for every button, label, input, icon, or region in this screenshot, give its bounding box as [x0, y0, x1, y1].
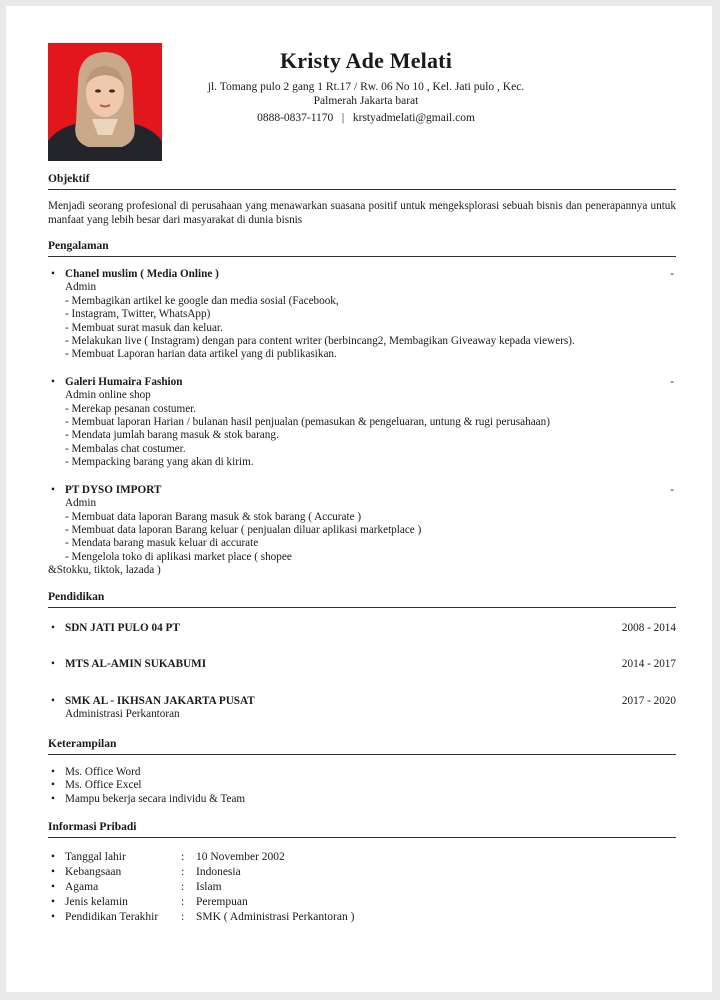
experience-item-heading [48, 268, 676, 281]
skill-item [48, 793, 676, 806]
company-name: Galeri Humaira Fashion [65, 375, 183, 388]
education-item [48, 695, 676, 722]
bullet: • [51, 881, 56, 893]
personal-info-row [48, 895, 676, 910]
skill-label: Mampu bekerja secara individu & Team [65, 792, 246, 805]
info-colon: : [181, 851, 185, 863]
school-name: MTS AL-AMIN SUKABUMI [65, 658, 207, 671]
date-placeholder: - [670, 375, 674, 388]
job-duty: - Membagikan artikel ke google dan media sosial (Facebook, [65, 294, 339, 307]
job-duty: - Instagram, Twitter, WhatsApp) [65, 308, 211, 321]
personal-info-row [48, 910, 676, 925]
contact-line [176, 111, 556, 125]
bullet: • [51, 866, 56, 878]
info-colon: : [181, 881, 185, 893]
bullet: • [51, 694, 55, 707]
info-value: 10 November 2002 [196, 851, 285, 863]
school-name: SDN JATI PULO 04 PT [65, 622, 180, 634]
bullet: • [51, 658, 55, 671]
section-title-experience: Pengalaman [48, 239, 676, 257]
address [176, 80, 556, 108]
personal-info-row [48, 850, 676, 865]
job-duty: &Stokku, tiktok, lazada ) [48, 564, 161, 577]
experience-item-heading [48, 376, 676, 389]
school-major: Administrasi Perkantoran [65, 708, 180, 721]
education-years: 2014 - 2017 [621, 658, 676, 671]
section-title-skills: Keterampilan [48, 737, 676, 755]
bullet: • [51, 911, 56, 923]
date-placeholder: - [670, 483, 674, 496]
objective-text: Menjadi seorang profesional di perusahaan yang menawarkan suasana positif untuk mengeksplorasi sebuah bisnis dan penerapannya untuk manfaat yang lebih besar dari masyarakat di dunia bisnis [48, 200, 676, 226]
bullet: • [51, 766, 55, 778]
personal-info-list [48, 850, 676, 930]
job-role: Admin [65, 281, 97, 294]
info-value: Islam [196, 881, 222, 893]
info-value: Perempuan [196, 896, 248, 908]
company-name: Chanel muslim ( Media Online ) [65, 268, 219, 280]
job-duty: - Membuat data laporan Barang masuk & stok barang ( Accurate ) [65, 510, 362, 523]
address-line-2: Palmerah Jakarta barat [313, 95, 419, 107]
job-duty: - Mendata barang masuk keluar di accurate [65, 537, 259, 550]
info-colon: : [181, 866, 185, 878]
skill-item [48, 766, 676, 779]
job-duty: - Membuat surat masuk dan keluar. [65, 321, 223, 334]
job-role: Admin [65, 497, 97, 510]
skills-list [48, 766, 676, 806]
education-years: 2017 - 2020 [621, 694, 676, 707]
job-duty: - Mempacking barang yang akan di kirim. [65, 456, 254, 469]
job-role: Admin online shop [65, 389, 151, 402]
bullet: • [51, 779, 55, 792]
job-duty: - Membalas chat costumer. [65, 442, 186, 455]
info-colon: : [181, 896, 185, 908]
personal-info-row [48, 880, 676, 895]
resume-page [6, 6, 712, 992]
info-label: Jenis kelamin [65, 896, 128, 908]
full-name: Kristy Ade Melati [279, 48, 453, 73]
section-title-education: Pendidikan [48, 590, 676, 608]
info-value: Indonesia [196, 866, 241, 878]
job-duty: - Membuat laporan Harian / bulanan hasil penjualan (pemasukan & pengeluaran, untung & rugi perusahaan) [65, 416, 550, 429]
bullet: • [51, 851, 56, 863]
date-placeholder: - [670, 268, 674, 280]
address-line-1: jl. Tomang pulo 2 gang 1 Rt.17 / Rw. 06 No 10 , Kel. Jati pulo , Kec. [207, 81, 525, 93]
bullet: • [51, 483, 55, 496]
skill-label: Ms. Office Word [65, 766, 141, 778]
resume-header [176, 48, 556, 125]
education-item-heading [48, 622, 676, 635]
info-colon: : [181, 911, 185, 923]
profile-photo [48, 43, 162, 161]
job-duty: - Mengelola toko di aplikasi market place ( shopee [65, 550, 292, 563]
education-item-heading [48, 658, 676, 671]
bullet: • [51, 375, 55, 388]
info-label: Pendidikan Terakhir [65, 911, 159, 923]
company-name: PT DYSO IMPORT [65, 483, 162, 496]
section-title-objective: Objektif [48, 172, 676, 190]
job-duty: - Melakukan live ( Instagram) dengan para content writer (berbincang2, Membagikan Giveaway kepada viewers). [65, 335, 575, 348]
info-label: Agama [65, 881, 99, 893]
contact-separator: | [341, 112, 345, 124]
objective-section [48, 172, 676, 227]
school-name: SMK AL - IKHSAN JAKARTA PUSAT [65, 694, 255, 707]
email-address: krstyadmelati@gmail.com [352, 112, 475, 124]
bullet: • [51, 896, 56, 908]
skills-section [48, 737, 676, 806]
bullet: • [51, 268, 55, 280]
info-value: SMK ( Administrasi Perkantoran ) [196, 911, 355, 923]
bullet: • [51, 792, 55, 805]
section-title-personal: Informasi Pribadi [48, 820, 676, 838]
education-years: 2008 - 2014 [621, 622, 676, 634]
personal-info-row [48, 865, 676, 880]
personal-info-section [48, 820, 676, 930]
experience-item [48, 268, 676, 362]
phone-number: 0888-0837-1170 [257, 112, 334, 124]
education-section [48, 590, 676, 722]
experience-section [48, 239, 676, 578]
job-duty: - Membuat Laporan harian data artikel yang di publikasikan. [65, 348, 337, 361]
experience-item [48, 376, 676, 470]
job-duty: - Mendata jumlah barang masuk & stok barang. [65, 429, 279, 442]
experience-item [48, 484, 676, 578]
education-item-heading [48, 695, 676, 708]
experience-item-heading [48, 484, 676, 497]
bullet: • [51, 622, 55, 634]
job-duty: - Merekap pesanan costumer. [65, 402, 197, 415]
skill-label: Ms. Office Excel [65, 779, 142, 792]
job-duty: - Membuat data laporan Barang keluar ( penjualan diluar aplikasi marketplace ) [65, 523, 422, 536]
portrait-image [48, 43, 162, 161]
education-item [48, 622, 676, 635]
info-label: Tanggal lahir [65, 851, 126, 863]
education-item [48, 658, 676, 671]
skill-item [48, 779, 676, 792]
info-label: Kebangsaan [65, 866, 122, 878]
